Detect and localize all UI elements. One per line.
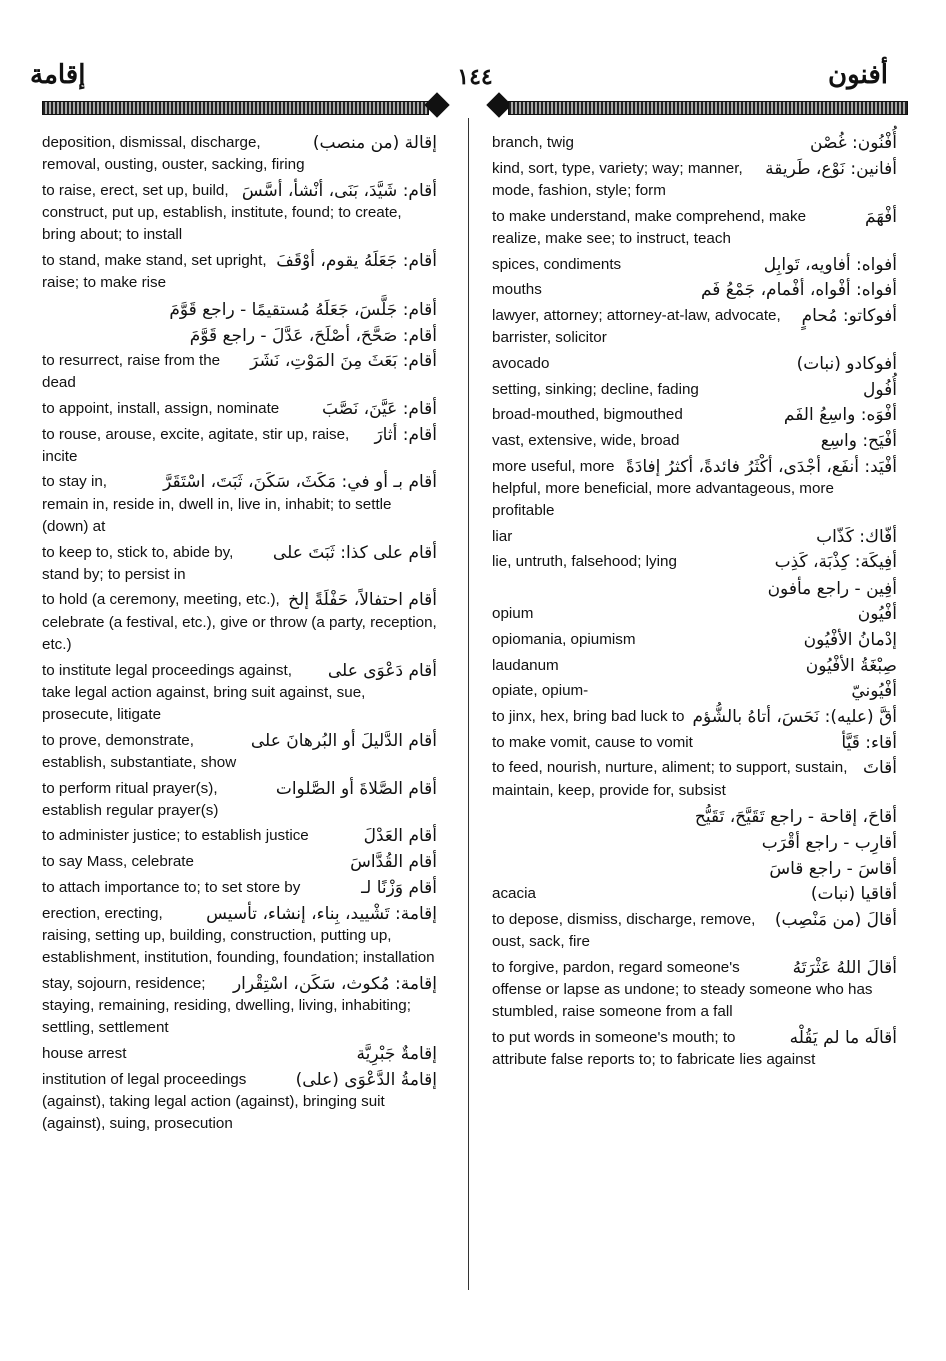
header-right-word: أفنون (827, 60, 888, 90)
dictionary-entry (42, 730, 437, 774)
dictionary-entry (492, 132, 897, 154)
arabic-headword: أُفْنُون: غُصْن (810, 133, 897, 153)
dictionary-entry (492, 577, 897, 601)
dictionary-entry (492, 706, 897, 728)
arabic-headword: أفوكاتو: مُحامٍ (801, 305, 897, 326)
arabic-headword: أقام: جَلَّسَ، جَعَلَهُ مُستقيمًا - راجع قَوَّمَ (169, 299, 437, 320)
arabic-headword: أقام بـ أو في: مَكَثَ، سَكَنَ، ثَبَتَ، اسْتَقَرَّ (163, 472, 437, 493)
english-definition: kind, sort, type, variety; way; manner, mode, fashion, style; form (492, 159, 743, 199)
dictionary-entry (492, 254, 897, 276)
arabic-headword: إقامةُ الدَّعْوَى (على) (295, 1069, 437, 1090)
dictionary-entry (492, 909, 897, 953)
arabic-headword: أقام احتفالاً، حَفْلَةً إلخ (288, 590, 437, 611)
arabic-headword: أقام: أثارَ (374, 424, 437, 445)
arabic-headword: أفواه: أفْواه، أفْمام، جَمْعُ فَم (700, 280, 897, 301)
arabic-headword: أقام: جَعَلَهُ يقوم، أوْقَفَ (276, 251, 437, 272)
arabic-headword: أفْيَد: أنفَع، أجْدَى، أكْثَرُ فائدةً، أكثرُ إفادَةً (625, 456, 897, 477)
english-definition: institution of legal proceedings (against), taking legal action (against), bringing suit (against), suing, prosecution (42, 1070, 385, 1132)
english-definition: erection, erecting, raising, setting up, building, construction, putting up, establishment, institution, founding, foundation; installation (42, 904, 435, 966)
arabic-headword: أقام دَعْوَى على (327, 660, 437, 681)
arabic-headword: أفْيَح: واسِع (820, 430, 897, 451)
arabic-headword: أقام: صَحَّحَ، أصْلَحَ، عَدَّلَ - راجع قَوَّمَ (189, 325, 437, 346)
english-definition: laudanum (492, 656, 559, 674)
english-definition: lawyer, attorney; attorney-at-law, advocate, barrister, solicitor (492, 306, 781, 347)
arabic-headword: أقام: شَيَّدَ، بَنَى، أنْشأ، أسَّسَ (241, 180, 437, 201)
arabic-headword: أقام: عَيَّنَ، نَصَّبَ (322, 398, 437, 419)
arabic-headword: أقاسَ - راجع قاسَ (769, 859, 897, 880)
dictionary-entry (492, 805, 897, 829)
english-definition: vast, extensive, wide, broad (492, 431, 680, 449)
page-number: ١٤٤ (457, 64, 493, 90)
dictionary-entry (492, 305, 897, 349)
dictionary-entry (492, 629, 897, 651)
english-definition: to appoint, install, assign, nominate (42, 399, 280, 417)
arabic-headword: أفْوَه: واسِعُ الفَم (783, 405, 897, 426)
dictionary-entry (42, 903, 437, 970)
arabic-headword: صِبْغَةُ الأفْيُون (805, 655, 897, 676)
arabic-headword: أقاء: قَيَّأ (841, 732, 897, 753)
english-definition: to put words in someone's mouth; to attribute false reports to; to fabricate lies against (492, 1029, 816, 1069)
english-definition: to perform ritual prayer(s), establish regular prayer(s) (42, 779, 219, 819)
english-definition: liar (492, 527, 513, 545)
arabic-headword: أقام القُدَّاسَ (350, 852, 437, 873)
dictionary-entry (42, 825, 437, 847)
header-left-word: إقامة (30, 60, 86, 90)
dictionary-entry (492, 957, 897, 1024)
column-divider (468, 118, 469, 1290)
english-definition: spices, condiments (492, 255, 622, 273)
english-definition: acacia (492, 885, 536, 903)
dictionary-entry (42, 778, 437, 822)
english-definition: to institute legal proceedings against, take legal action against, bring suit against, sue, prosecute, litigate (42, 661, 366, 723)
arabic-headword: أقَّ (عليه): نَحَسَ، أتاهُ بالشُّؤم (692, 706, 897, 727)
arabic-headword: أقالَه ما لم يَقُلْه (789, 1028, 897, 1048)
arabic-headword: أفِين - راجع مأفون (767, 579, 897, 600)
arabic-headword: إقالة (من منصب) (312, 133, 437, 153)
right-column (492, 132, 897, 1075)
arabic-headword: أقام وَزْنًا لـ (361, 877, 437, 898)
dictionary-entry (42, 542, 437, 586)
english-definition: opium (492, 605, 534, 623)
arabic-headword: أفِيكَة: كِذْبَة، كَذِب (774, 552, 897, 573)
dictionary-entry (42, 877, 437, 899)
arabic-headword: أقارِب - راجع أقْرَب (761, 833, 897, 854)
header-rule-left (42, 101, 429, 115)
dictionary-entry (42, 398, 437, 420)
arabic-headword: أقام الصَّلاةَ أو الصَّلوات (275, 778, 437, 799)
dictionary-entry (492, 680, 897, 702)
english-definition: to feed, nourish, nurture, aliment; to support, sustain, maintain, keep, provide for, subsist (492, 759, 848, 799)
english-definition: to administer justice; to establish justice (42, 827, 309, 845)
dictionary-entry (492, 883, 897, 905)
dictionary-entry (42, 851, 437, 873)
english-definition: lie, untruth, falsehood; lying (492, 553, 677, 571)
arabic-headword: أقالَ (من مَنْصِب) (774, 909, 897, 930)
arabic-headword: أقام الدَّليلَ أو البُرهانَ على (250, 730, 437, 751)
english-definition: to jinx, hex, bring bad luck to (492, 707, 685, 725)
english-definition: to forgive, pardon, regard someone's offense or lapse as undone; to steady someone who has stumbled, raise someone from a fall (492, 958, 873, 1021)
english-definition: mouths (492, 281, 542, 299)
dictionary-entry (492, 551, 897, 573)
english-definition: branch, twig (492, 134, 574, 151)
arabic-headword: أفّاك: كَذّاب (816, 526, 897, 547)
dictionary-entry (42, 589, 437, 656)
dictionary-entry (42, 350, 437, 394)
dictionary-entry (492, 732, 897, 754)
english-definition: to resurrect, raise from the dead (42, 351, 221, 392)
arabic-headword: أفانين: نَوْع، طَريقة (765, 158, 897, 179)
arabic-headword: إقامة: مُكوث، سَكَن، اسْتِقْرار (232, 973, 437, 994)
english-definition: to hold (a ceremony, meeting, etc.), celebrate (a festival, etc.), give or throw (a party, reception, etc.) (42, 591, 437, 653)
dictionary-entry (42, 132, 437, 176)
english-definition: to keep to, stick to, abide by, stand by; to persist in (42, 543, 234, 583)
dictionary-entry (42, 424, 437, 468)
dictionary-entry (492, 456, 897, 523)
arabic-headword: أفْيُون (857, 604, 897, 625)
english-definition: house arrest (42, 1044, 127, 1062)
dictionary-entry (42, 250, 437, 294)
arabic-headword: إقامةٌ جَبْرِيَّة (356, 1043, 437, 1064)
dictionary-entry (42, 1043, 437, 1065)
english-definition: to stand, make stand, set upright, raise; to make rise (42, 252, 267, 292)
arabic-headword: إدْمانُ الأفْيُون (803, 629, 897, 650)
english-definition: to make understand, make comprehend, make realize, make see; to instruct, teach (492, 207, 807, 247)
dictionary-entry (492, 831, 897, 855)
dictionary-entry (42, 1069, 437, 1136)
english-definition: to prove, demonstrate, establish, substantiate, show (42, 731, 237, 771)
left-column (42, 132, 437, 1139)
english-definition: broad-mouthed, bigmouthed (492, 406, 683, 424)
english-definition: to raise, erect, set up, build, construct, put up, establish, institute, found; to create, bring about; to install (42, 181, 402, 244)
dictionary-entry (42, 180, 437, 247)
english-definition: opiomania, opiumism (492, 630, 636, 648)
english-definition: to make vomit, cause to vomit (492, 733, 693, 751)
dictionary-entry (492, 603, 897, 625)
arabic-headword: أفوكادو (نبات) (796, 353, 897, 374)
arabic-headword: أفْهَمَ (865, 206, 897, 227)
english-definition: stay, sojourn, residence; staying, remaining, residing, dwelling, living, inhabiting; settling, settlement (42, 974, 411, 1037)
dictionary-entry (42, 471, 437, 538)
english-definition: to stay in, remain in, reside in, dwell in, live in, inhabit; to settle (down) at (42, 473, 392, 535)
arabic-headword: أقاتَ (862, 758, 897, 779)
arabic-headword: أقام: بَعَثَ مِنَ المَوْتِ، نَشَرَ (250, 350, 437, 371)
english-definition: to rouse, arouse, excite, agitate, stir up, raise, incite (42, 425, 350, 465)
dictionary-entry (492, 857, 897, 881)
header-rule-right (508, 101, 908, 115)
arabic-headword: إقامة: تَشْييد، بِناء، إنشاء، تأسيس (206, 903, 437, 924)
dictionary-entry (492, 353, 897, 375)
english-definition: setting, sinking; decline, fading (492, 380, 699, 398)
dictionary-entry (492, 379, 897, 401)
english-definition: more useful, more helpful, more beneficial, more advantageous, more profitable (492, 457, 834, 520)
arabic-headword: أقام العَدْلَ (363, 826, 437, 847)
dictionary-entry (492, 206, 897, 250)
english-definition: to say Mass, celebrate (42, 853, 194, 871)
arabic-headword: أُفُول (863, 379, 897, 400)
dictionary-entry (42, 298, 437, 322)
arabic-headword: أقاقيا (نبات) (810, 884, 897, 905)
dictionary-entry (492, 430, 897, 452)
dictionary-entry (42, 973, 437, 1040)
arabic-headword: أقام على كذا: ثَبَتَ على (272, 542, 437, 563)
dictionary-entry (492, 757, 897, 801)
english-definition: to attach importance to; to set store by (42, 878, 301, 896)
dictionary-entry (42, 660, 437, 727)
dictionary-entry (492, 655, 897, 677)
dictionary-entry (492, 279, 897, 301)
arabic-headword: أقاحَ، إقاحة - راجع تَقَيَّحَ، تَقَيُّح (694, 807, 897, 828)
dictionary-entry (492, 404, 897, 426)
dictionary-entry (492, 526, 897, 548)
arabic-headword: أقالَ اللهُ عَثْرَتَهُ (792, 957, 897, 978)
english-definition: opiate, opium- (492, 682, 589, 700)
dictionary-entry (42, 324, 437, 348)
dictionary-entry (492, 1027, 897, 1071)
arabic-headword: أفواه: أفاويه، تَوابِل (763, 254, 897, 275)
english-definition: to depose, dismiss, discharge, remove, oust, sack, fire (492, 910, 756, 951)
english-definition: avocado (492, 354, 550, 372)
arabic-headword: أفْيُونيّ (851, 681, 897, 702)
dictionary-entry (492, 158, 897, 202)
english-definition: deposition, dismissal, discharge, removal, ousting, ouster, sacking, firing (42, 134, 305, 174)
